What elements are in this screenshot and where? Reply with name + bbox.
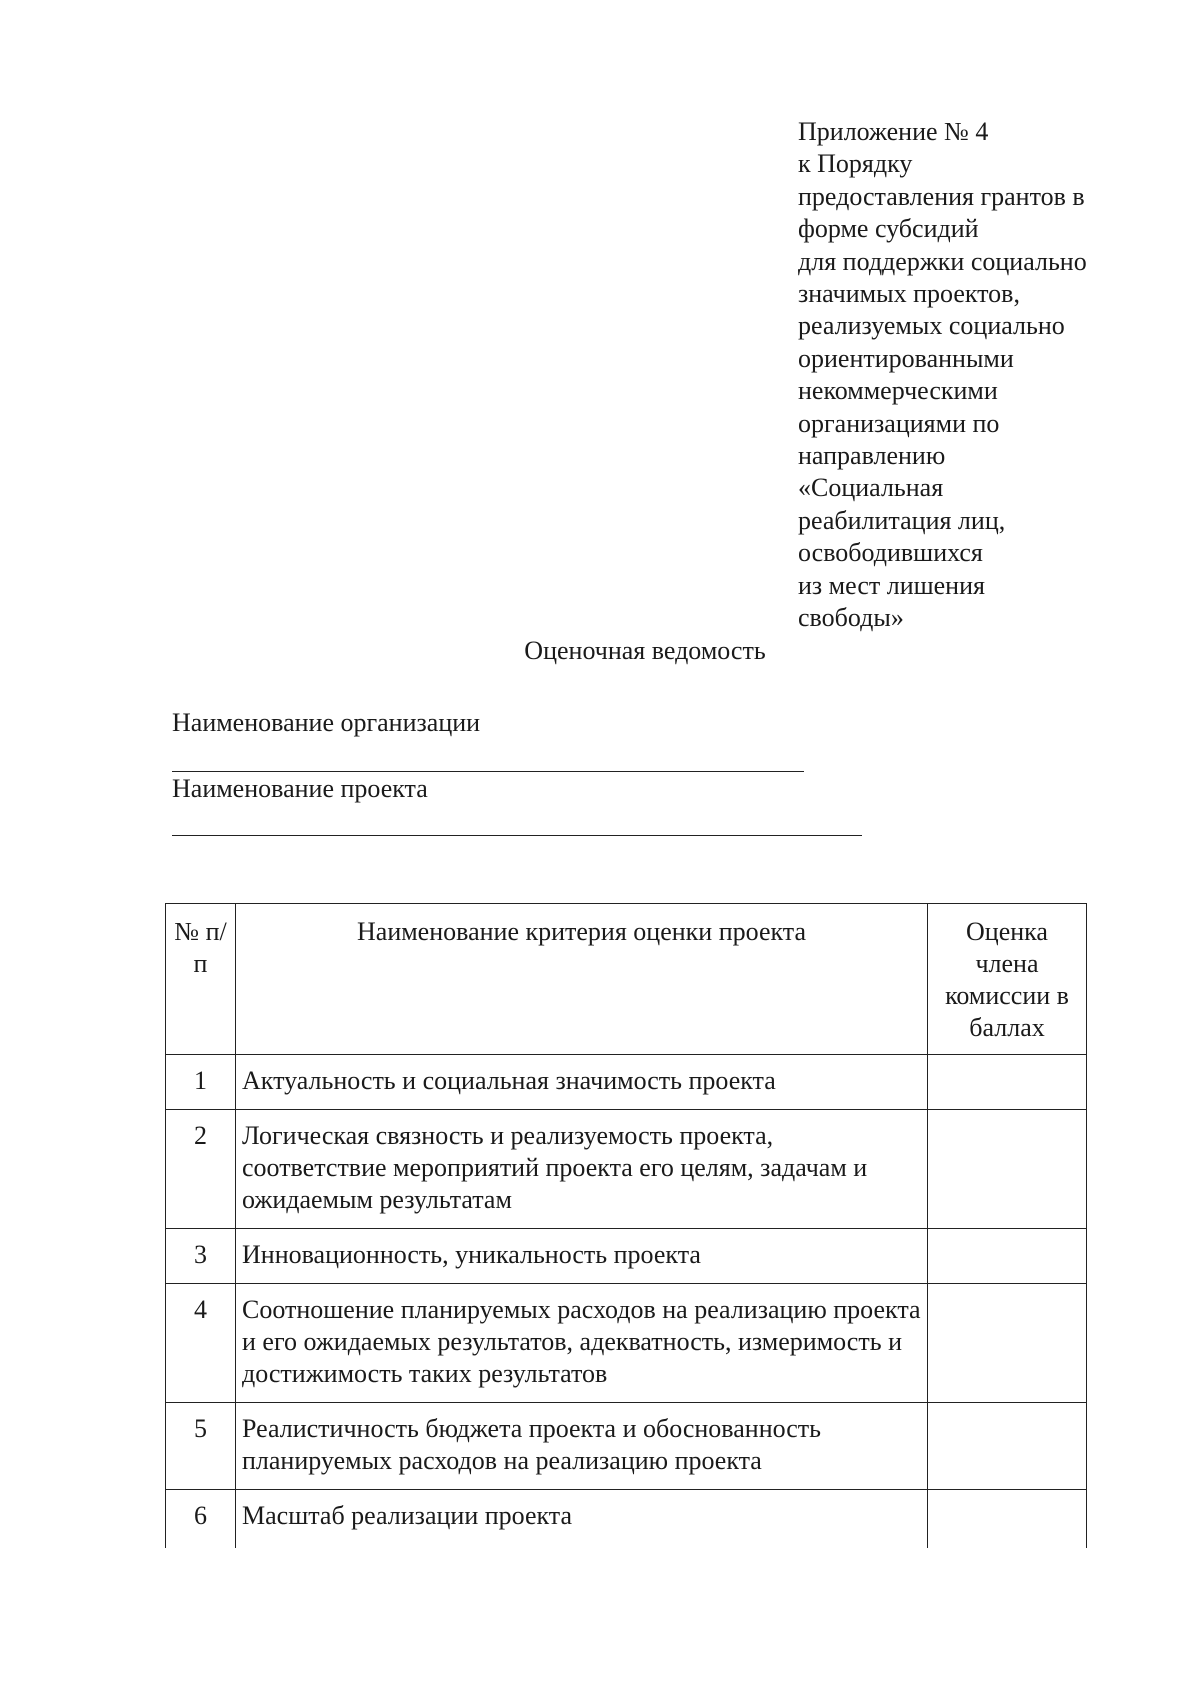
row-score-cell [928,1403,1087,1490]
organization-blank-line [172,771,804,772]
appendix-line: освободившихся [798,538,983,568]
row-number: 5 [166,1403,236,1490]
row-number: 4 [166,1284,236,1403]
appendix-line: ориентированными [798,343,1014,373]
row-score-cell [928,1055,1087,1110]
row-number: 1 [166,1055,236,1110]
table-row [166,1055,1087,1110]
appendix-line: реабилитация лиц, [798,505,1006,535]
appendix-line: реализуемых социально [798,311,1065,341]
table-header-row [166,904,1087,1055]
row-criterion: Соотношение планируемых расходов на реализацию проекта и его ожидаемых результатов, адекватность, измеримость и достижимость таких результатов [236,1284,928,1403]
appendix-line: предоставления грантов в [798,181,1085,211]
row-score-cell [928,1110,1087,1229]
appendix-line: значимых проектов, [798,279,1020,309]
table-row [166,1284,1087,1403]
row-number: 6 [166,1490,236,1549]
row-criterion: Логическая связность и реализуемость проекта, соответствие мероприятий проекта его целям, задачам и ожидаемым результатам [236,1110,928,1229]
table-row [166,1490,1087,1549]
row-criterion: Реалистичность бюджета проекта и обоснованность планируемых расходов на реализацию проекта [236,1403,928,1490]
table-row [166,1229,1087,1284]
row-score-cell [928,1490,1087,1549]
row-number: 2 [166,1110,236,1229]
appendix-line: направлению [798,441,946,471]
appendix-line: свободы» [798,603,904,633]
row-criterion: Масштаб реализации проекта [236,1490,928,1549]
header-criterion: Наименование критерия оценки проекта [236,904,928,1055]
appendix-header [798,116,1178,635]
row-score-cell [928,1284,1087,1403]
appendix-line: некоммерческими [798,376,998,406]
row-criterion: Актуальность и социальная значимость проекта [236,1055,928,1110]
appendix-line: организациями по [798,408,1000,438]
criteria-table [165,903,1087,1548]
appendix-line: «Социальная [798,473,944,503]
row-number: 3 [166,1229,236,1284]
appendix-line: для поддержки социально [798,246,1087,276]
table-row [166,1403,1087,1490]
document-title: Оценочная ведомость [524,636,766,665]
project-label: Наименование проекта [172,774,428,803]
appendix-line: Приложение № 4 [798,117,989,146]
header-score: Оценка члена комиссии в баллах [928,904,1087,1055]
appendix-line: из мест лишения [798,570,985,600]
header-number: № п/п [166,904,236,1055]
organization-label: Наименование организации [172,708,481,737]
row-criterion: Инновационность, уникальность проекта [236,1229,928,1284]
row-score-cell [928,1229,1087,1284]
table-row [166,1110,1087,1229]
project-blank-line [172,835,862,836]
appendix-line: форме субсидий [798,214,979,244]
appendix-line: к Порядку [798,149,913,179]
